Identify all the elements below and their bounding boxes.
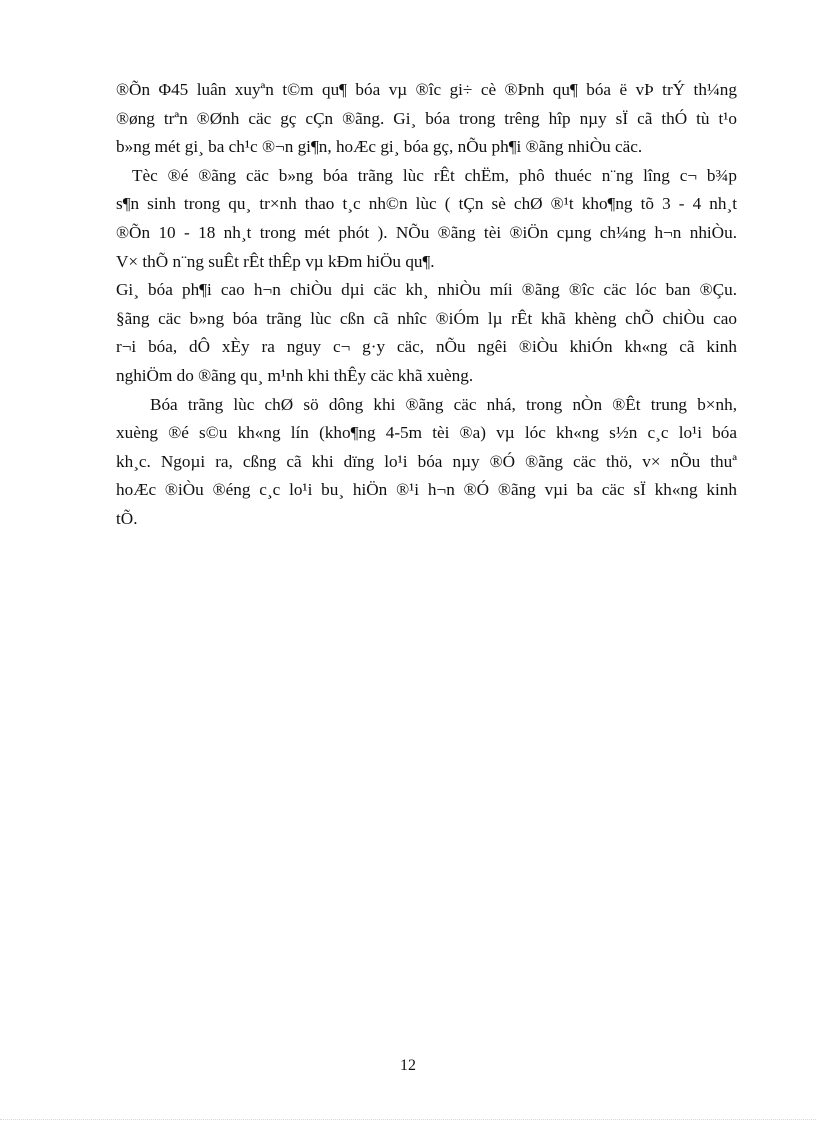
text-line: b»ng mét gi¸ ba ch¹c ®¬n gi¶n, hoÆc gi¸ bóa gç, nÕu ph¶i ®ãng nhiÒu cäc.: [116, 137, 643, 157]
page-bottom-divider: [0, 1119, 816, 1120]
text-line: Gi¸ bóa ph¶i cao h¬n chiÒu dµi cäc kh¸ nhiÒu míi ®ãng ®îc cäc lóc ban ®Çu.: [116, 280, 737, 300]
paragraph-4: [116, 391, 737, 534]
text-line: xuèng ®é s©u kh«ng lín (kho¶ng 4-5m tèi ®a) vµ lóc kh«ng s½n c¸c lo¹i bóa: [116, 423, 737, 443]
text-line: ®Õn Φ45 luân xuyªn t©m qu¶ bóa vµ ®îc gi÷ cè ®Þnh qu¶ bóa ë vÞ trÝ th¼ng: [116, 80, 737, 99]
text-line: r¬i bóa, dÔ xÈy ra nguy c¬ g·y cäc, nÕu ngêi ®iÒu khiÓn kh«ng cã kinh: [116, 337, 737, 357]
text-line: kh¸c. Ngoµi ra, cßng cã khi dïng lo¹i bóa nµy ®Ó ®ãng cäc thö, v× nÕu thuª: [116, 451, 737, 471]
text-line: Tèc ®é ®ãng cäc b»ng bóa trãng lùc rÊt chËm, phô thuéc n¨ng lîng c¬ b¾p: [132, 165, 737, 185]
paragraph-3: [116, 276, 737, 390]
paragraph-2: [116, 162, 737, 276]
text-line: hoÆc ®iÒu ®éng c¸c lo¹i bu¸ hiÖn ®¹i h¬n ®Ó ®ãng vµi ba cäc sÏ kh«ng kinh: [116, 480, 737, 500]
text-line: s¶n sinh trong qu¸ tr×nh thao t¸c nh©n lùc ( tÇn sè chØ ®¹t kho¶ng tõ 3 - 4 nh¸t: [116, 194, 737, 214]
text-line: ®Õn 10 - 18 nh¸t trong mét phót ). NÕu ®ãng tèi ®iÖn cµng ch¼ng h¬n nhiÒu.: [116, 222, 737, 242]
text-line: tÕ.: [116, 508, 138, 528]
text-line: V× thÕ n¨ng suÊt rÊt thÊp vµ kÐm hiÖu qu¶.: [116, 251, 435, 271]
text-line: ®øng trªn ®Ønh cäc gç cÇn ®ãng. Gi¸ bóa trong trêng hîp nµy sÏ cã thÓ tù t¹o: [116, 108, 737, 128]
page-number: 12: [400, 1057, 416, 1074]
body-text: [116, 76, 737, 534]
text-line: Bóa trãng lùc chØ sö dông khi ®ãng cäc nhá, trong nÒn ®Êt trung b×nh,: [150, 394, 737, 414]
text-line: §ãng cäc b»ng bóa trãng lùc cßn cã nhîc ®iÓm lµ rÊt khã khèng chÕ chiÒu cao: [116, 308, 737, 328]
paragraph-1: [116, 76, 737, 162]
text-line: nghiÖm do ®ãng qu¸ m¹nh khi thÊy cäc khã xuèng.: [116, 365, 474, 385]
